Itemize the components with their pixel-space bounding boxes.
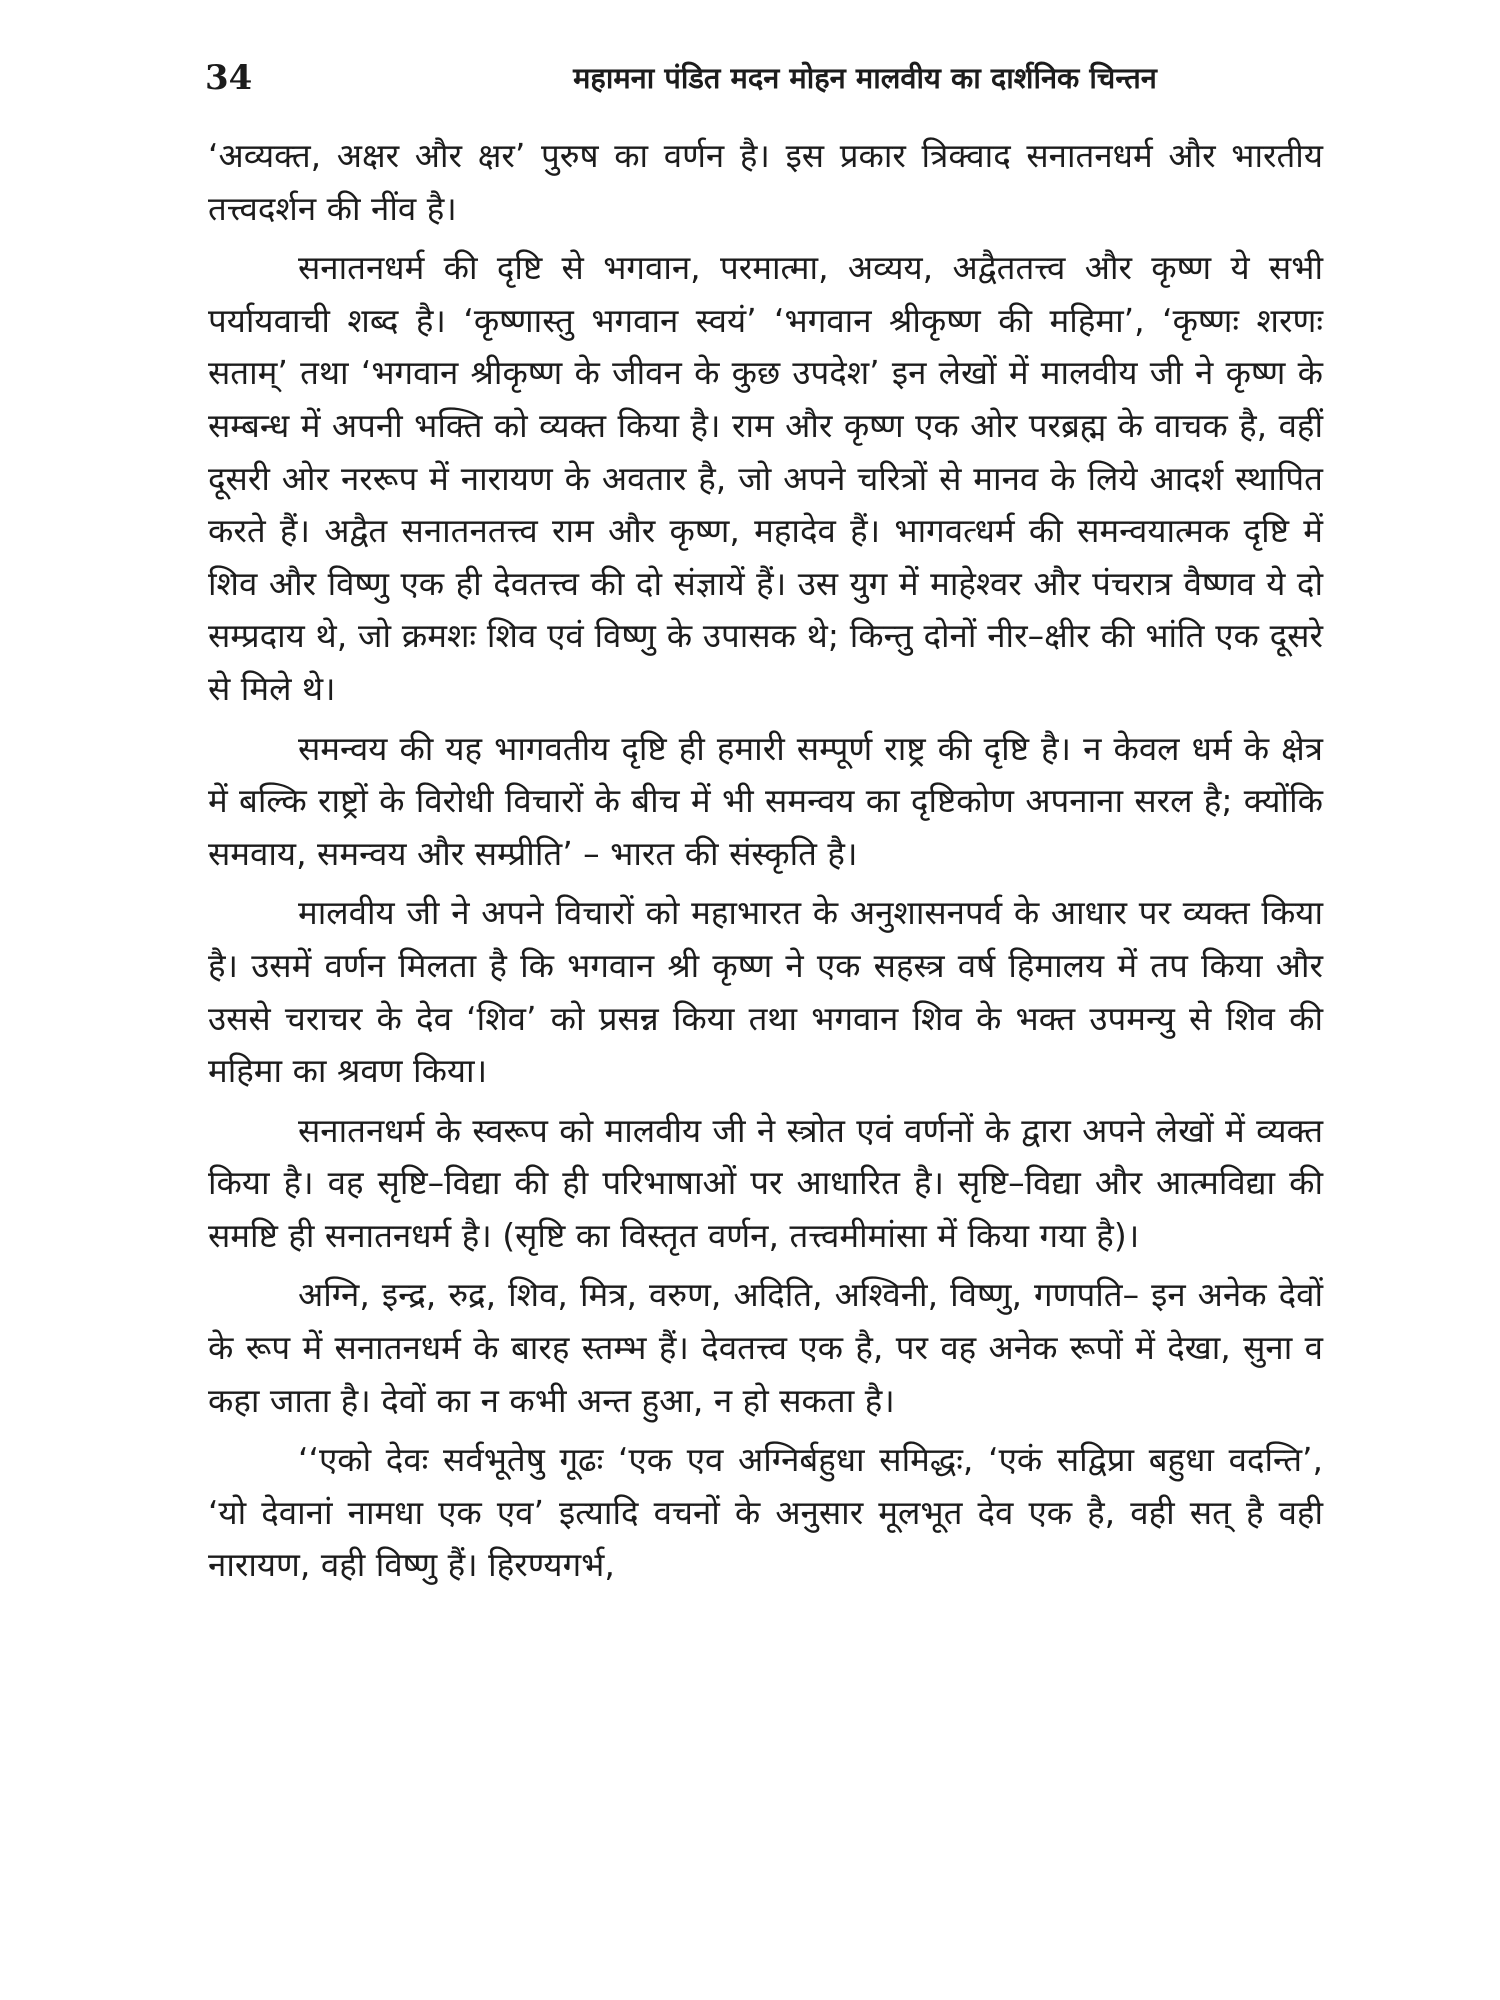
paragraph-continues: ‘‘एको देवः सर्वभूतेषु गूढः ‘एक एव अग्निर्बहुधा समिद्धः, ‘एकं सद्विप्रा बहुधा वदन्ति’, ‘यो देवानां नामधा एक एव’ इत्यादि वचनों के अनुसार मूलभूत देव एक है, वही सत् है वही नारायण, वही विष्णु हैं। हिरण्यगर्भ, [208,1440,1323,1585]
running-title: महामना पंडित मदन मोहन मालवीय का दार्शनिक चिन्तन [573,61,1157,95]
page-number: 34 [205,58,253,98]
paragraph: अग्नि, इन्द्र, रुद्र, शिव, मित्र, वरुण, अदिति, अश्विनी, विष्णु, गणपति– इन अनेक देवों के रूप में सनातनधर्म के बारह स्तम्भ हैं। देवतत्त्व एक है, पर वह अनेक रूपों में देखा, सुना व कहा जाता है। देवों का न कभी अन्त हुआ, न हो सकता है। [208,1275,1323,1420]
paragraph: सनातनधर्म की दृष्टि से भगवान, परमात्मा, अव्यय, अद्वैततत्त्व और कृष्ण ये सभी पर्यायवाची शब्द है। ‘कृष्णास्तु भगवान स्वयं’ ‘भगवान श्रीकृष्ण की महिमा’, ‘कृष्णः शरणः सताम्’ तथा ‘भगवान श्रीकृष्ण के जीवन के कुछ उपदेश’ इन लेखों में मालवीय जी ने कृष्ण के सम्बन्ध में अपनी भक्ति को व्यक्त किया है। राम और कृष्ण एक ओर परब्रह्म के वाचक है, वहीं दूसरी ओर नररूप में नारायण के अवतार है, जो अपने चरित्रों से मानव के लिये आदर्श स्थापित करते हैं। अद्वैत सनातनतत्त्व राम और कृष्ण, महादेव हैं। भागवत्धर्म की समन्वयात्मक दृष्टि में शिव और विष्णु एक ही देवतत्त्व की दो संज्ञायें हैं। उस युग में माहेश्वर और पंचरात्र वैष्णव ये दो सम्प्रदाय थे, जो क्रमशः शिव एवं विष्णु के उपासक थे; किन्तु दोनों नीर–क्षीर की भांति एक दूसरे से मिले थे। [208,248,1323,708]
paragraph: समन्वय की यह भागवतीय दृष्टि ही हमारी सम्पूर्ण राष्ट्र की दृष्टि है। न केवल धर्म के क्षेत्र में बल्कि राष्ट्रों के विरोधी विचारों के बीच में भी समन्वय का दृष्टिकोण अपनाना सरल है; क्योंकि समवाय, समन्वय और सम्प्रीति’ – भारत की संस्कृति है। [208,728,1323,873]
paragraph: सनातनधर्म के स्वरूप को मालवीय जी ने स्त्रोत एवं वर्णनों के द्वारा अपने लेखों में व्यक्त किया है। वह सृष्टि–विद्या की ही परिभाषाओं पर आधारित है। सृष्टि–विद्या और आत्मविद्या की समष्टि ही सनातनधर्म है। (सृष्टि का विस्तृत वर्णन, तत्त्वमीमांसा में किया गया है)। [208,1110,1323,1255]
body-text [208,130,1323,1592]
paragraph-continued: ‘अव्यक्त, अक्षर और क्षर’ पुरुष का वर्णन है। इस प्रकार त्रिक्वाद सनातनधर्म और भारतीय तत्त्वदर्शन की नींव है। [208,136,1323,228]
page-header [205,48,1325,108]
paragraph: मालवीय जी ने अपने विचारों को महाभारत के अनुशासनपर्व के आधार पर व्यक्त किया है। उसमें वर्णन मिलता है कि भगवान श्री कृष्ण ने एक सहस्त्र वर्ष हिमालय में तप किया और उससे चराचर के देव ‘शिव’ को प्रसन्न किया तथा भगवान शिव के भक्त उपमन्यु से शिव की महिमा का श्रवण किया। [208,893,1323,1091]
